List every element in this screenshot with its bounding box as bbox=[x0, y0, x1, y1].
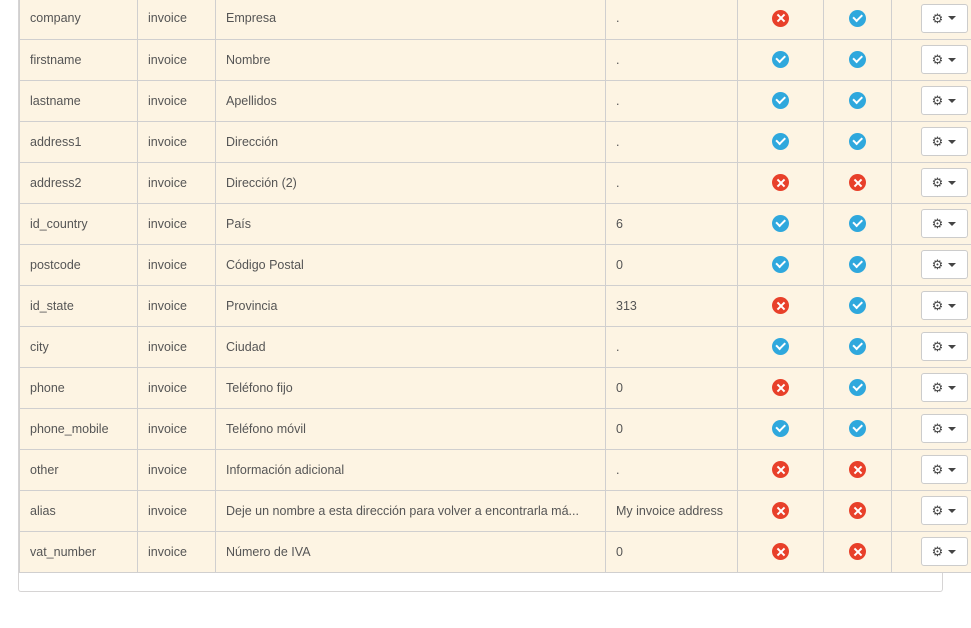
cell-actions bbox=[892, 244, 971, 285]
chevron-down-icon bbox=[948, 263, 956, 267]
table-row bbox=[20, 244, 971, 285]
table-row bbox=[20, 39, 971, 80]
cell-value: 6 bbox=[606, 203, 738, 244]
gear-icon: ⚙ bbox=[931, 134, 944, 149]
cell-label: Apellidos bbox=[216, 80, 606, 121]
cell-actions bbox=[892, 121, 971, 162]
chevron-down-icon bbox=[948, 386, 956, 390]
cell-label: Dirección (2) bbox=[216, 162, 606, 203]
check-circle-icon[interactable] bbox=[772, 133, 789, 150]
cell-form: invoice bbox=[138, 39, 216, 80]
cell-value: . bbox=[606, 39, 738, 80]
check-circle-icon[interactable] bbox=[849, 338, 866, 355]
gear-icon: ⚙ bbox=[931, 380, 944, 395]
cell-form: invoice bbox=[138, 203, 216, 244]
check-circle-icon[interactable] bbox=[849, 297, 866, 314]
chevron-down-icon bbox=[948, 345, 956, 349]
cell-displayed bbox=[824, 531, 892, 572]
cross-circle-icon[interactable] bbox=[772, 502, 789, 519]
cell-required bbox=[738, 367, 824, 408]
gear-icon: ⚙ bbox=[931, 216, 944, 231]
cell-actions bbox=[892, 367, 971, 408]
check-circle-icon[interactable] bbox=[849, 420, 866, 437]
table-row bbox=[20, 80, 971, 121]
cell-value: . bbox=[606, 80, 738, 121]
table-row bbox=[20, 0, 971, 39]
cell-label: Deje un nombre a esta dirección para volver a encontrarla má... bbox=[216, 490, 606, 531]
cell-displayed bbox=[824, 121, 892, 162]
row-actions-button[interactable] bbox=[921, 414, 968, 443]
check-circle-icon[interactable] bbox=[849, 10, 866, 27]
cell-form: invoice bbox=[138, 244, 216, 285]
cell-displayed bbox=[824, 244, 892, 285]
cell-field-name: address1 bbox=[20, 121, 138, 162]
cell-field-name: phone_mobile bbox=[20, 408, 138, 449]
cell-value: 0 bbox=[606, 244, 738, 285]
cell-required bbox=[738, 0, 824, 39]
cell-displayed bbox=[824, 449, 892, 490]
gear-icon: ⚙ bbox=[931, 421, 944, 436]
cell-form: invoice bbox=[138, 121, 216, 162]
cell-actions bbox=[892, 285, 971, 326]
row-actions-button[interactable] bbox=[921, 455, 968, 484]
row-actions-button[interactable] bbox=[921, 45, 968, 74]
cross-circle-icon[interactable] bbox=[772, 543, 789, 560]
fields-panel bbox=[18, 0, 943, 592]
cell-displayed bbox=[824, 408, 892, 449]
table-row bbox=[20, 408, 971, 449]
cell-actions bbox=[892, 531, 971, 572]
cell-value: . bbox=[606, 0, 738, 39]
check-circle-icon[interactable] bbox=[849, 256, 866, 273]
cell-actions bbox=[892, 162, 971, 203]
cell-actions bbox=[892, 408, 971, 449]
check-circle-icon[interactable] bbox=[849, 379, 866, 396]
cell-required bbox=[738, 408, 824, 449]
cell-field-name: address2 bbox=[20, 162, 138, 203]
cell-field-name: id_state bbox=[20, 285, 138, 326]
chevron-down-icon bbox=[948, 58, 956, 62]
table-row bbox=[20, 121, 971, 162]
cell-value: . bbox=[606, 121, 738, 162]
cell-label: Nombre bbox=[216, 39, 606, 80]
cell-label: País bbox=[216, 203, 606, 244]
cell-actions bbox=[892, 80, 971, 121]
cell-label: Número de IVA bbox=[216, 531, 606, 572]
chevron-down-icon bbox=[948, 427, 956, 431]
cell-field-name: firstname bbox=[20, 39, 138, 80]
row-actions-button[interactable] bbox=[921, 127, 968, 156]
cell-label: Código Postal bbox=[216, 244, 606, 285]
table-row bbox=[20, 285, 971, 326]
cell-actions bbox=[892, 39, 971, 80]
cross-circle-icon[interactable] bbox=[772, 174, 789, 191]
chevron-down-icon bbox=[948, 140, 956, 144]
cell-label: Ciudad bbox=[216, 326, 606, 367]
cell-required bbox=[738, 326, 824, 367]
check-circle-icon[interactable] bbox=[772, 92, 789, 109]
cell-value: 313 bbox=[606, 285, 738, 326]
row-actions-button[interactable] bbox=[921, 209, 968, 238]
row-actions-button[interactable] bbox=[921, 496, 968, 525]
cell-field-name: phone bbox=[20, 367, 138, 408]
cell-required bbox=[738, 244, 824, 285]
row-actions-button[interactable] bbox=[921, 373, 968, 402]
check-circle-icon[interactable] bbox=[772, 51, 789, 68]
row-actions-button[interactable] bbox=[921, 86, 968, 115]
check-circle-icon[interactable] bbox=[772, 338, 789, 355]
cell-form: invoice bbox=[138, 285, 216, 326]
cell-field-name: id_country bbox=[20, 203, 138, 244]
row-actions-button[interactable] bbox=[921, 250, 968, 279]
cell-label: Empresa bbox=[216, 0, 606, 39]
chevron-down-icon bbox=[948, 99, 956, 103]
cell-displayed bbox=[824, 162, 892, 203]
chevron-down-icon bbox=[948, 468, 956, 472]
cell-field-name: city bbox=[20, 326, 138, 367]
gear-icon: ⚙ bbox=[931, 462, 944, 477]
cell-displayed bbox=[824, 367, 892, 408]
cross-circle-icon[interactable] bbox=[772, 461, 789, 478]
cell-displayed bbox=[824, 490, 892, 531]
fields-table bbox=[19, 0, 971, 573]
cell-field-name: vat_number bbox=[20, 531, 138, 572]
row-actions-button[interactable] bbox=[921, 332, 968, 361]
cell-value: . bbox=[606, 162, 738, 203]
cell-label: Información adicional bbox=[216, 449, 606, 490]
cell-form: invoice bbox=[138, 367, 216, 408]
row-actions-button[interactable] bbox=[921, 291, 968, 320]
cell-required bbox=[738, 39, 824, 80]
gear-icon: ⚙ bbox=[931, 93, 944, 108]
cell-form: invoice bbox=[138, 326, 216, 367]
cell-displayed bbox=[824, 326, 892, 367]
cell-required bbox=[738, 490, 824, 531]
table-row bbox=[20, 367, 971, 408]
table-row bbox=[20, 326, 971, 367]
cell-actions bbox=[892, 326, 971, 367]
cross-circle-icon[interactable] bbox=[772, 379, 789, 396]
row-actions-button[interactable] bbox=[921, 168, 968, 197]
cell-label: Provincia bbox=[216, 285, 606, 326]
cell-required bbox=[738, 449, 824, 490]
cell-required bbox=[738, 203, 824, 244]
table-row bbox=[20, 531, 971, 572]
chevron-down-icon bbox=[948, 304, 956, 308]
cell-form: invoice bbox=[138, 490, 216, 531]
check-circle-icon[interactable] bbox=[772, 420, 789, 437]
cell-field-name: postcode bbox=[20, 244, 138, 285]
cell-field-name: lastname bbox=[20, 80, 138, 121]
cell-actions bbox=[892, 490, 971, 531]
cell-displayed bbox=[824, 80, 892, 121]
cell-displayed bbox=[824, 203, 892, 244]
cell-field-name: alias bbox=[20, 490, 138, 531]
row-actions-button[interactable] bbox=[921, 537, 968, 566]
cross-circle-icon[interactable] bbox=[849, 502, 866, 519]
cell-actions bbox=[892, 0, 971, 39]
table-row bbox=[20, 203, 971, 244]
gear-icon: ⚙ bbox=[931, 503, 944, 518]
cell-label: Dirección bbox=[216, 121, 606, 162]
chevron-down-icon bbox=[948, 509, 956, 513]
cell-label: Teléfono móvil bbox=[216, 408, 606, 449]
cell-required bbox=[738, 121, 824, 162]
cell-displayed bbox=[824, 0, 892, 39]
chevron-down-icon bbox=[948, 550, 956, 554]
cell-required bbox=[738, 531, 824, 572]
cell-form: invoice bbox=[138, 80, 216, 121]
gear-icon: ⚙ bbox=[931, 339, 944, 354]
cell-field-name: company bbox=[20, 0, 138, 39]
cell-value: 0 bbox=[606, 531, 738, 572]
cell-form: invoice bbox=[138, 449, 216, 490]
cell-form: invoice bbox=[138, 531, 216, 572]
gear-icon: ⚙ bbox=[931, 544, 944, 559]
check-circle-icon[interactable] bbox=[849, 215, 866, 232]
cell-required bbox=[738, 80, 824, 121]
table-row bbox=[20, 449, 971, 490]
check-circle-icon[interactable] bbox=[772, 215, 789, 232]
check-circle-icon[interactable] bbox=[849, 51, 866, 68]
cell-value: . bbox=[606, 449, 738, 490]
chevron-down-icon bbox=[948, 222, 956, 226]
cell-required bbox=[738, 285, 824, 326]
cell-actions bbox=[892, 203, 971, 244]
check-circle-icon[interactable] bbox=[849, 133, 866, 150]
cross-circle-icon[interactable] bbox=[772, 10, 789, 27]
gear-icon: ⚙ bbox=[931, 257, 944, 272]
cell-form: invoice bbox=[138, 0, 216, 39]
gear-icon: ⚙ bbox=[931, 298, 944, 313]
cell-displayed bbox=[824, 285, 892, 326]
cell-label: Teléfono fijo bbox=[216, 367, 606, 408]
cell-form: invoice bbox=[138, 162, 216, 203]
cross-circle-icon[interactable] bbox=[849, 174, 866, 191]
cell-value: 0 bbox=[606, 408, 738, 449]
gear-icon: ⚙ bbox=[931, 175, 944, 190]
check-circle-icon[interactable] bbox=[772, 256, 789, 273]
check-circle-icon[interactable] bbox=[849, 92, 866, 109]
row-actions-button[interactable] bbox=[921, 4, 968, 33]
chevron-down-icon bbox=[948, 181, 956, 185]
table-row bbox=[20, 162, 971, 203]
cell-displayed bbox=[824, 39, 892, 80]
cross-circle-icon[interactable] bbox=[772, 297, 789, 314]
cell-actions bbox=[892, 449, 971, 490]
cross-circle-icon[interactable] bbox=[849, 461, 866, 478]
cell-field-name: other bbox=[20, 449, 138, 490]
cell-value: . bbox=[606, 326, 738, 367]
chevron-down-icon bbox=[948, 16, 956, 20]
table-row bbox=[20, 490, 971, 531]
cell-value: 0 bbox=[606, 367, 738, 408]
cell-value: My invoice address bbox=[606, 490, 738, 531]
cell-form: invoice bbox=[138, 408, 216, 449]
cell-required bbox=[738, 162, 824, 203]
cross-circle-icon[interactable] bbox=[849, 543, 866, 560]
gear-icon: ⚙ bbox=[931, 10, 944, 26]
fields-table-body bbox=[20, 0, 971, 572]
gear-icon: ⚙ bbox=[931, 52, 944, 67]
